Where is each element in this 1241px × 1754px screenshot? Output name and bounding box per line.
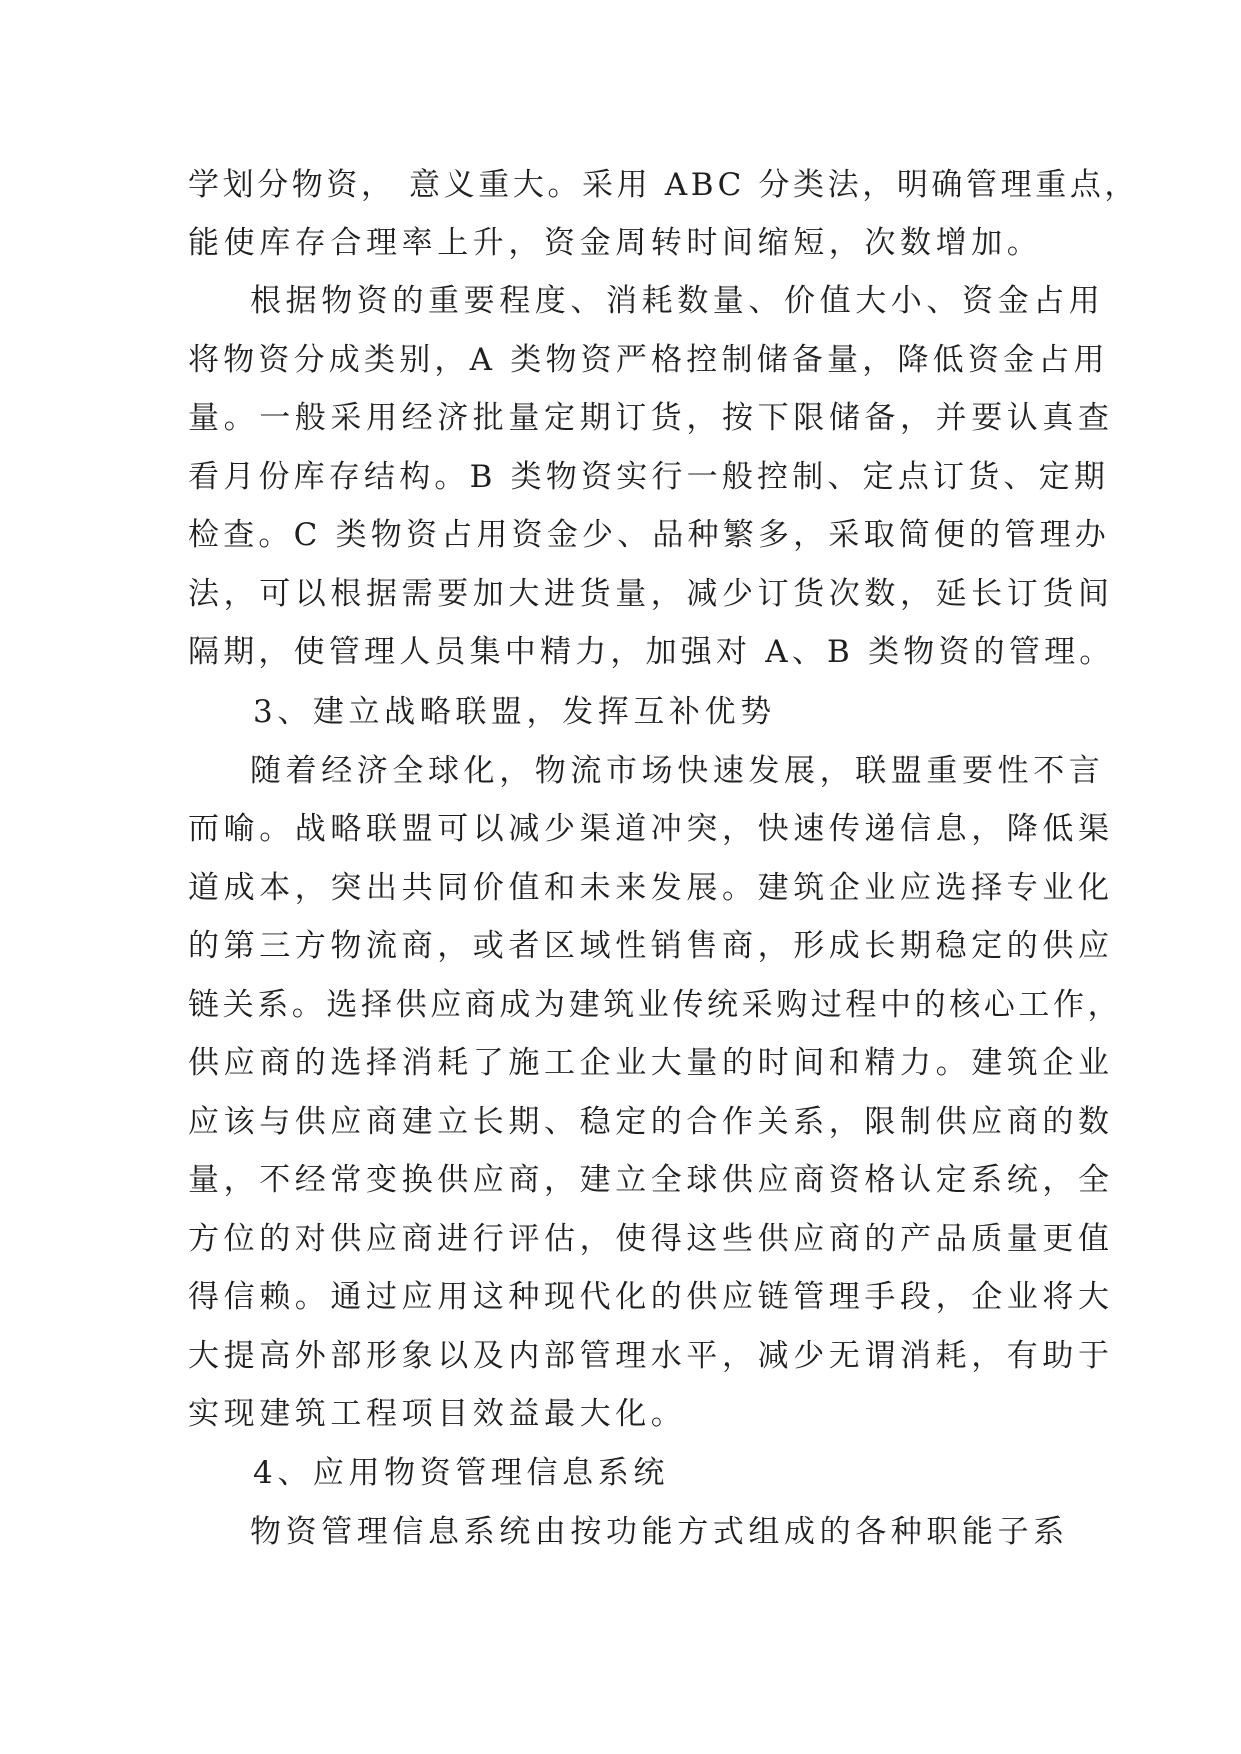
- paragraph-line: 量。一般采用经济批量定期订货，按下限储备，并要认真查: [188, 400, 1114, 436]
- section-heading: 3、建立战略联盟，发挥互补优势: [253, 694, 776, 730]
- paragraph-line: 物资管理信息系统由按功能方式组成的各种职能子系: [250, 1514, 1069, 1550]
- paragraph-line: 链关系。选择供应商成为建筑业传统采购过程中的核心工作，: [188, 987, 1123, 1023]
- paragraph-line: 隔期，使管理人员集中精力，加强对 A、B 类物资的管理。: [188, 634, 1115, 670]
- paragraph-line: 看月份库存结构。B 类物资实行一般控制、定点订货、定期: [188, 459, 1110, 495]
- paragraph-line: 方位的对供应商进行评估，使得这些供应商的产品质量更值: [188, 1221, 1114, 1257]
- paragraph-line: 将物资分成类别，A 类物资严格控制储备量，降低资金占用: [188, 342, 1109, 378]
- paragraph-line: 量，不经常变换供应商，建立全球供应商资格认定系统，全: [188, 1162, 1114, 1198]
- paragraph-line: 的第三方物流商，或者区域性销售商，形成长期稳定的供应: [188, 928, 1114, 964]
- paragraph-line: 应该与供应商建立长期、稳定的合作关系，限制供应商的数: [188, 1104, 1114, 1140]
- paragraph-line: 而喻。战略联盟可以减少渠道冲突，快速传递信息，降低渠: [188, 811, 1114, 847]
- paragraph-line: 能使库存合理率上升，资金周转时间缩短，次数增加。: [188, 225, 1043, 261]
- paragraph-line: 大提高外部形象以及内部管理水平，减少无谓消耗，有助于: [188, 1338, 1114, 1374]
- paragraph-line: 实现建筑工程项目效益最大化。: [188, 1396, 687, 1432]
- section-heading: 4、应用物资管理信息系统: [253, 1455, 669, 1491]
- paragraph-line: 供应商的选择消耗了施工企业大量的时间和精力。建筑企业: [188, 1045, 1114, 1081]
- paragraph-line: 随着经济全球化，物流市场快速发展，联盟重要性不言: [250, 753, 1105, 789]
- paragraph-line: 道成本，突出共同价值和未来发展。建筑企业应选择专业化: [188, 870, 1114, 906]
- paragraph-line: 法，可以根据需要加大进货量，减少订货次数，延长订货间: [188, 576, 1114, 612]
- paragraph-line: 根据物资的重要程度、消耗数量、价值大小、资金占用: [250, 283, 1105, 319]
- paragraph-line: 得信赖。通过应用这种现代化的供应链管理手段，企业将大: [188, 1279, 1114, 1315]
- paragraph-line: 检查。C 类物资占用资金少、品种繁多，采取简便的管理办: [188, 517, 1110, 553]
- paragraph-line: 学划分物资， 意义重大。采用 ABC 分类法，明确管理重点，: [188, 167, 1140, 203]
